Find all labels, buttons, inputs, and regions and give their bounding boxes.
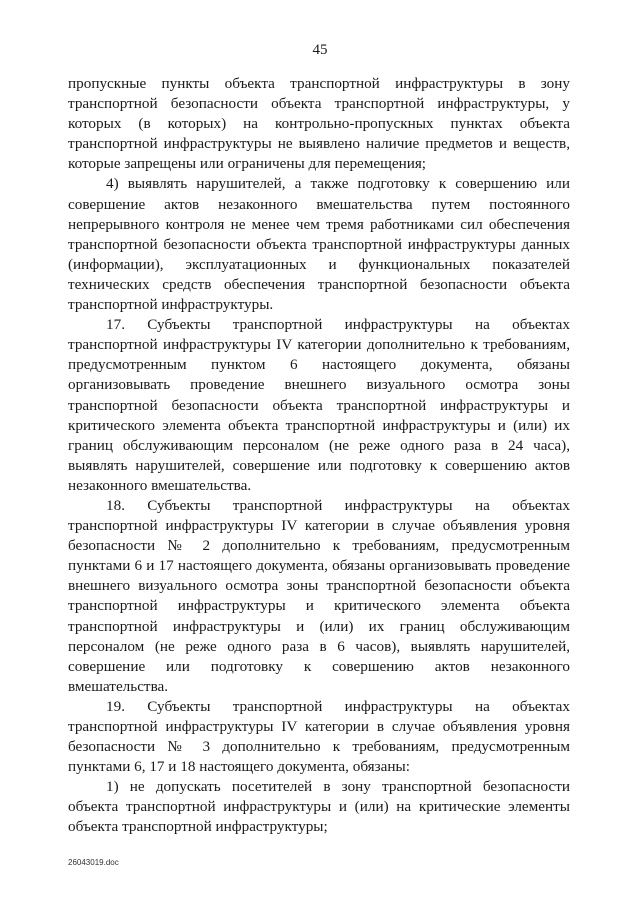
file-name-footer: 26043019.doc — [68, 858, 119, 867]
paragraph-item-4: 4) выявлять нарушителей, а также подготовку к совершению или совершение актов незаконного вмешательства путем постоянного непрерывного контроля не менее чем тремя работниками сил обеспечения транспортной безопасности объекта транспортной инфраструктуры данных (информации), эксплуатационных и функциональных показателей технических средств обеспечения транспортной безопасности объекта транспортной инфраструктуры. — [68, 175, 570, 314]
paragraph-clause-17: 17. Субъекты транспортной инфраструктуры на объектах транспортной инфраструктуры IV категории дополнительно к требованиям, предусмотренным пунктом 6 настоящего документа, обязаны организовывать проведение внешнего визуального осмотра зоны транспортной безопасности объекта транспортной инфраструктуры и критического элемента объекта транспортной инфраструктуры и (или) их границ обслуживающим персоналом (не реже одного раза в 24 часа), выявлять нарушителей, совершение или подготовку к совершению актов незаконного вмешательства. — [68, 316, 570, 494]
document-body — [68, 74, 570, 838]
paragraph-clause-18: 18. Субъекты транспортной инфраструктуры на объектах транспортной инфраструктуры IV категории в случае объявления уровня безопасности № 2 дополнительно к требованиям, предусмотренным пунктами 6 и 17 настоящего документа, обязаны организовывать проведение внешнего визуального осмотра зоны транспортной безопасности объекта транспортной инфраструктуры и критического элемента объекта транспортной инфраструктуры и (или) их границ обслуживающим персоналом (не реже одного раза в 6 часов), выявлять нарушителей, совершение или подготовку к совершению актов незаконного вмешательства. — [68, 496, 570, 695]
paragraph-continuation: пропускные пункты объекта транспортной инфраструктуры в зону транспортной безопасности объекта транспортной инфраструктуры, у которых (в которых) на контрольно-пропускных пунктах объекта транспортной инфраструктуры не выявлено наличие предметов и веществ, которые запрещены или ограничены для перемещения; — [68, 75, 570, 173]
page-number: 45 — [312, 42, 328, 58]
paragraph-item-1: 1) не допускать посетителей в зону транспортной безопасности объекта транспортной инфраструктуры и (или) на критические элементы объекта транспортной инфраструктуры; — [68, 778, 570, 836]
paragraph-clause-19: 19. Субъекты транспортной инфраструктуры на объектах транспортной инфраструктуры IV категории в случае объявления уровня безопасности № 3 дополнительно к требованиям, предусмотренным пунктами 6, 17 и 18 настоящего документа, обязаны: — [68, 697, 570, 776]
